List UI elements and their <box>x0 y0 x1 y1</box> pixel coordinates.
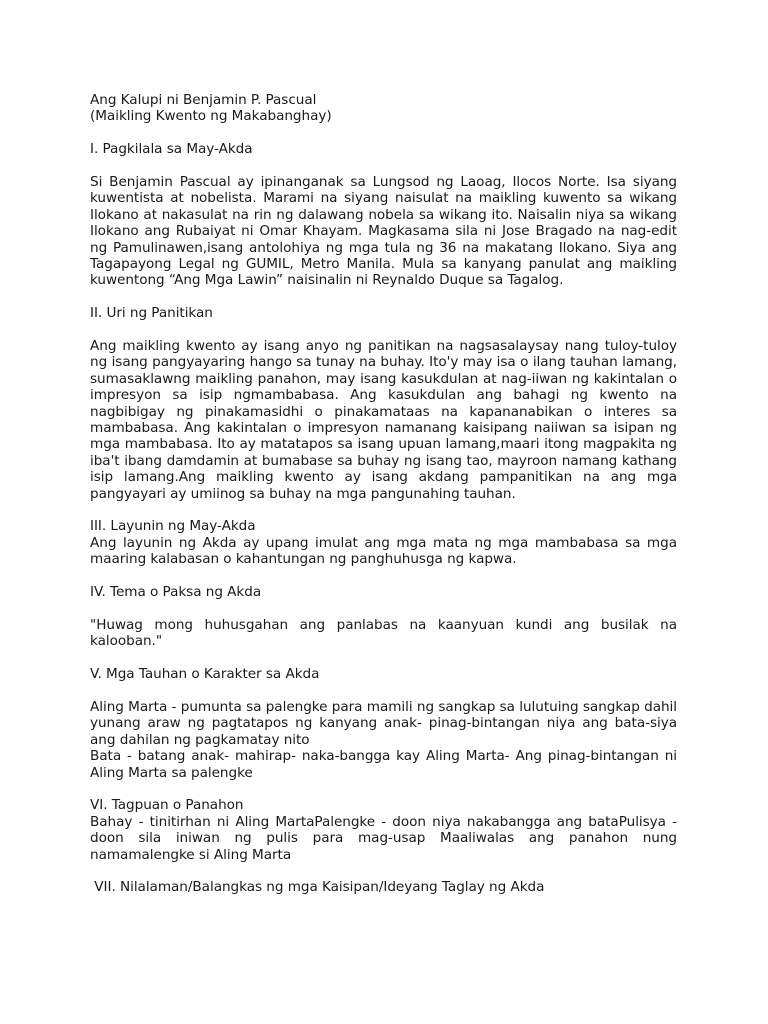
character-bata: Bata - batang anak- mahirap- naka-bangga kay Aling Marta- Ang pinag-bintangan ni Aling Marta sa palengke <box>90 748 677 781</box>
section-heading-nilalaman: VII. Nilalaman/Balangkas ng mga Kaisipan/Ideyang Taglay ng Akda <box>90 879 545 896</box>
document-title: Ang Kalupi ni Benjamin P. Pascual <box>90 92 317 108</box>
document-page <box>90 92 677 896</box>
section-body-tagpuan: Bahay - tinitirhan ni Aling MartaPalengke - doon niya nakabangga ang bataPulisya -doon sila iniwan ng pulis para mag-usap Maaliwalas ang panahon nung namamalengke si Aling Marta <box>90 813 677 863</box>
character-aling-marta: Aling Marta - pumunta sa palengke para mamili ng sangkap sa lulutuing sangkap dahil yunang araw ng pagtatapos ng kanyang anak- pinag-bintangan niya ang bata-siya ang dahilan ng pagkamatay nito <box>90 698 677 748</box>
section-heading-tauhan: V. Mga Tauhan o Karakter sa Akda <box>90 666 320 683</box>
section-body-pagkilala: Si Benjamin Pascual ay ipinanganak sa Lungsod ng Laoag, Ilocos Norte. Isa siyang kuwentista at nobelista. Marami na siyang naisulat na maikling kuwento sa wikang Ilokano at nakasulat na rin ng dalawang nobela sa wikang ito. Naisalin niya sa wikang Ilokano ang Rubaiyat ni Omar Khayam. Magkasama sila ni Jose Bragado na nag-edit ng Pamulinawen,isang antolohiya ng mga tula ng 36 na makatang Ilokano. Siya ang Tagapayong Legal ng GUMIL, Metro Manila. Mula sa kanyang panulat ang maikling kuwentong “Ang Mga Lawin” naisinalin ni Reynaldo Duque sa Tagalog. <box>90 174 677 289</box>
section-body-tema: "Huwag mong huhusgahan ang panlabas na kaanyuan kundi ang busilak na kalooban." <box>90 616 677 650</box>
section-heading-layunin: III. Layunin ng May-Akda <box>90 518 256 535</box>
section-heading-tagpuan: VI. Tagpuan o Panahon <box>90 797 244 814</box>
section-body-layunin: Ang layunin ng Akda ay upang imulat ang mga mata ng mga mambabasa sa mga maaring kalabasan o kahantungan ng panghuhusga ng kapwa. <box>90 534 677 568</box>
document-subtitle: (Maikling Kwento ng Makabanghay) <box>90 108 332 125</box>
section-body-uri: Ang maikling kwento ay isang anyo ng panitikan na nagsasalaysay nang tuloy-tuloy ng isang pangyayaring hango sa tunay na buhay. Ito'y may isa o ilang tauhan lamang, sumasaklawng maikling panahon, may isang kasukdulan at nag-iiwan ng kakintalan o impresyon sa isip ngmambabasa. Ang kasukdulan ang bahagi ng kwento na nagbibigay ng pinakamasidhi o pinakamataas na kapananabikan o interes sa mambabasa. Ang kakintalan o impresyon namanang kaisipang naiiwan sa isipan ng mga mambabasa. Ito ay matatapos sa isang upuan lamang,maari itong magpakita ng iba't ibang damdamin at bumabase sa buhay ng isang tao, mayroon namang kathang isip lamang.Ang maikling kwento ay isang akdang pampanitikan na ang mga pangyayari ay umiinog sa buhay na mga pangunahing tauhan. <box>90 338 677 502</box>
section-heading-pagkilala: I. Pagkilala sa May-Akda <box>90 141 253 158</box>
section-heading-uri: II. Uri ng Panitikan <box>90 305 213 322</box>
section-heading-tema: IV. Tema o Paksa ng Akda <box>90 584 262 601</box>
